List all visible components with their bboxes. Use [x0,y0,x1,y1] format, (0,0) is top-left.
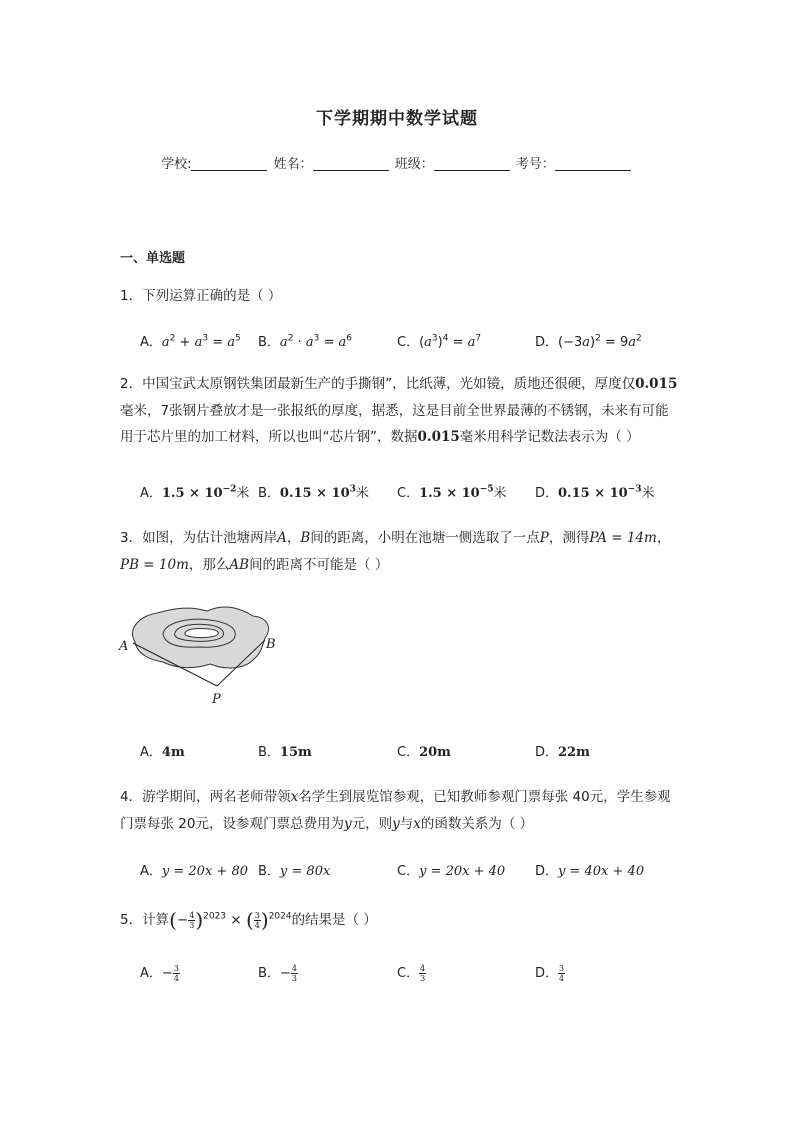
section-heading: 一、单选题 [120,251,186,266]
name-label: 姓名： [273,157,313,172]
pond-figure [115,600,285,710]
q2-option-d[interactable]: D．$0.15 \times 10^{-3}$米 [535,484,655,501]
q4-option-c[interactable]: C．y = 20x + 40 [397,864,506,879]
question-4-options [140,860,680,884]
school-label: 学校: [161,157,192,172]
label-a: A [119,639,129,654]
question-1-stem: 1．下列运算正确的是（ ） [120,288,282,304]
fraction-neg-4-3: $\frac{4}{3}$ [189,910,195,930]
school-blank[interactable] [191,156,267,171]
q2-option-a[interactable]: A．$1.5 \times 10^{-2}$米 [140,484,250,501]
id-blank[interactable] [555,156,631,171]
q4-option-d[interactable]: D．y = 40x + 40 [535,864,645,879]
fraction-3-4: $\frac{3}{4}$ [254,910,260,930]
name-blank[interactable] [313,156,389,171]
q5-option-c[interactable]: C． $\frac{4}{3}$ [397,964,426,983]
question-2-options [140,482,680,506]
q3-option-d[interactable]: D．22m [535,745,590,760]
q3-option-b[interactable]: B．15m [258,745,312,760]
q5-option-a[interactable]: A．− $\frac{3}{4}$ [140,964,179,983]
q3-option-a[interactable]: A．4m [140,745,185,760]
label-b: B [266,637,276,652]
q1-option-c[interactable]: C．$(a^3)^4 = a^7$ [397,333,482,350]
question-3-options [140,741,680,765]
q2-option-b[interactable]: B．$0.15 \times 10^3$米 [258,484,369,501]
q3-option-c[interactable]: C．20m [397,745,451,760]
question-4-stem: 4．游学期间，两名老师带领x名学生到展览馆参观，已知教师参观门票每张 40元，学生参观门票每张 20元，设参观门票总费用为y元，则y与x的函数关系为（ ） [120,789,671,832]
student-info-line [0,153,794,172]
q5-option-d[interactable]: D． $\frac{3}{4}$ [535,964,565,983]
q5-option-b[interactable]: B．− $\frac{4}{3}$ [258,964,297,983]
question-5-options [140,962,680,992]
id-label: 考号： [515,157,555,172]
pond-contour-inner [185,628,219,637]
q4-option-a[interactable]: A．y = 20x + 80 [140,864,248,879]
class-blank[interactable] [434,156,510,171]
exam-title: 下学期期中数学试题 [316,109,478,129]
q4-option-b[interactable]: B．y = 80x [258,864,331,879]
question-3-stem: 3．如图，为估计池塘两岸A，B间的距离，小明在池塘一侧选取了一点P，测得PA = 14m，PB = 10m，那么AB间的距离不可能是（ ） [120,530,671,573]
q1-option-d[interactable]: D．$(-3a)^2 = 9a^2$ [535,333,642,350]
label-p: P [212,692,221,707]
question-1-options [140,331,680,355]
q1-option-a[interactable]: A．$a^2 + a^3 = a^5$ [140,333,241,350]
class-label: 班级： [394,157,434,172]
q2-option-c[interactable]: C．$1.5 \times 10^{-5}$米 [397,484,507,501]
q1-option-b[interactable]: B．$a^2 \cdot a^3 = a^6$ [258,333,352,350]
question-5-stem: 5．计算(− $\frac{4}{3}$ )$^{2023}$ × ( $\frac{3}{4}$ )$^{2024}$的结果是（ ） [120,908,377,932]
question-2-stem: 2．中国宝武太原钢铁集团最新生产的手撕钢”，比纸薄，光如镜，质地还很硬，厚度仅0.015毫米，7张钢片叠放才是一张报纸的厚度，据悉，这是目前全世界最薄的不锈钢，未来有可能用于芯片里的加工材料，所以也叫“芯片钢”，数据0.015毫米用科学记数法表示为（ ） [120,376,678,445]
